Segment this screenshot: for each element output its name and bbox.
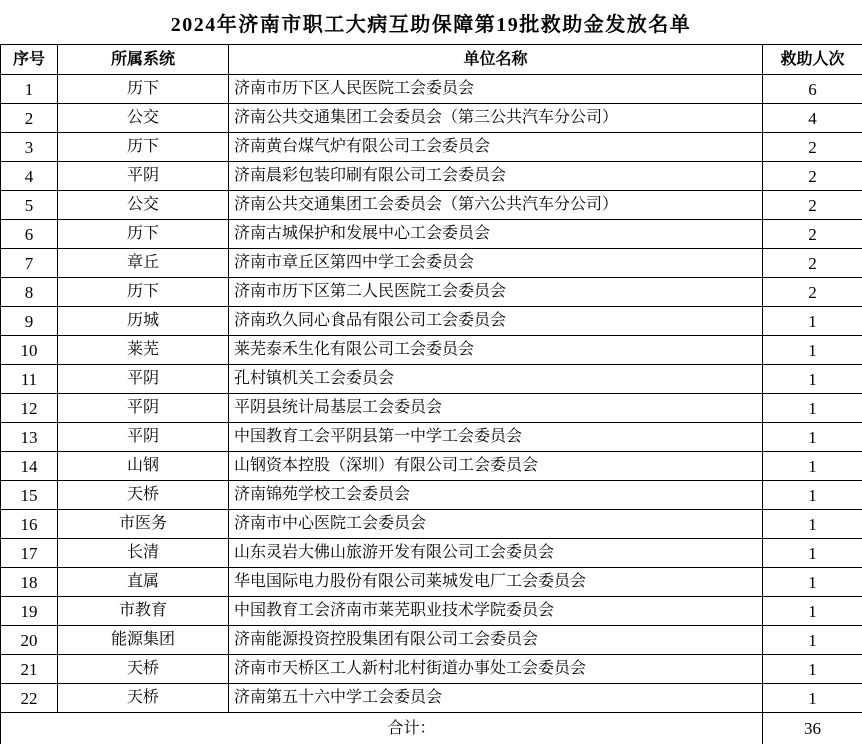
affiliated-system-cell: 历下 <box>58 278 229 307</box>
table-row <box>1 597 862 626</box>
header-unit-name: 单位名称 <box>229 45 763 75</box>
table-row <box>1 365 862 394</box>
serial-number-cell: 4 <box>1 162 58 191</box>
table-row <box>1 510 862 539</box>
serial-number-cell: 3 <box>1 133 58 162</box>
relief-fund-table <box>0 44 862 744</box>
table-row <box>1 220 862 249</box>
serial-number-cell: 13 <box>1 423 58 452</box>
affiliated-system-cell: 历城 <box>58 307 229 336</box>
serial-number-cell: 12 <box>1 394 58 423</box>
unit-name-cell: 孔村镇机关工会委员会 <box>229 365 763 394</box>
affiliated-system-cell: 平阴 <box>58 365 229 394</box>
affiliated-system-cell: 山钢 <box>58 452 229 481</box>
affiliated-system-cell: 历下 <box>58 133 229 162</box>
affiliated-system-cell: 平阴 <box>58 394 229 423</box>
affiliated-system-cell: 长清 <box>58 539 229 568</box>
serial-number-cell: 6 <box>1 220 58 249</box>
aid-count-cell: 1 <box>763 394 862 423</box>
table-row <box>1 249 862 278</box>
aid-count-cell: 2 <box>763 133 862 162</box>
aid-count-cell: 1 <box>763 336 862 365</box>
serial-number-cell: 21 <box>1 655 58 684</box>
serial-number-cell: 9 <box>1 307 58 336</box>
unit-name-cell: 济南古城保护和发展中心工会委员会 <box>229 220 763 249</box>
unit-name-cell: 济南晨彩包装印刷有限公司工会委员会 <box>229 162 763 191</box>
aid-count-cell: 2 <box>763 162 862 191</box>
aid-count-cell: 1 <box>763 423 862 452</box>
serial-number-cell: 14 <box>1 452 58 481</box>
unit-name-cell: 济南第五十六中学工会委员会 <box>229 684 763 713</box>
header-aid-count: 救助人次 <box>763 45 862 75</box>
table-row <box>1 655 862 684</box>
serial-number-cell: 18 <box>1 568 58 597</box>
serial-number-cell: 22 <box>1 684 58 713</box>
unit-name-cell: 莱芜泰禾生化有限公司工会委员会 <box>229 336 763 365</box>
aid-count-cell: 1 <box>763 307 862 336</box>
affiliated-system-cell: 天桥 <box>58 655 229 684</box>
affiliated-system-cell: 历下 <box>58 220 229 249</box>
serial-number-cell: 20 <box>1 626 58 655</box>
header-affiliated-system: 所属系统 <box>58 45 229 75</box>
unit-name-cell: 济南市章丘区第四中学工会委员会 <box>229 249 763 278</box>
unit-name-cell: 济南市历下区人民医院工会委员会 <box>229 75 763 104</box>
unit-name-cell: 济南公共交通集团工会委员会（第三公共汽车分公司） <box>229 104 763 133</box>
table-row <box>1 104 862 133</box>
table-body <box>1 75 862 713</box>
unit-name-cell: 平阴县统计局基层工会委员会 <box>229 394 763 423</box>
table-row <box>1 394 862 423</box>
serial-number-cell: 15 <box>1 481 58 510</box>
table-row <box>1 452 862 481</box>
aid-count-cell: 4 <box>763 104 862 133</box>
affiliated-system-cell: 公交 <box>58 104 229 133</box>
aid-count-cell: 1 <box>763 510 862 539</box>
aid-count-cell: 1 <box>763 365 862 394</box>
table-row <box>1 75 862 104</box>
serial-number-cell: 1 <box>1 75 58 104</box>
header-row <box>1 45 862 75</box>
table-row <box>1 481 862 510</box>
table-row <box>1 307 862 336</box>
table-row <box>1 162 862 191</box>
table-row <box>1 278 862 307</box>
affiliated-system-cell: 公交 <box>58 191 229 220</box>
unit-name-cell: 济南能源投资控股集团有限公司工会委员会 <box>229 626 763 655</box>
affiliated-system-cell: 能源集团 <box>58 626 229 655</box>
serial-number-cell: 17 <box>1 539 58 568</box>
table-row <box>1 539 862 568</box>
total-label: 合计： <box>1 713 763 744</box>
unit-name-cell: 济南市历下区第二人民医院工会委员会 <box>229 278 763 307</box>
affiliated-system-cell: 直属 <box>58 568 229 597</box>
table-row <box>1 626 862 655</box>
affiliated-system-cell: 市教育 <box>58 597 229 626</box>
affiliated-system-cell: 天桥 <box>58 684 229 713</box>
aid-count-cell: 1 <box>763 597 862 626</box>
affiliated-system-cell: 天桥 <box>58 481 229 510</box>
serial-number-cell: 10 <box>1 336 58 365</box>
table-row <box>1 423 862 452</box>
total-value: 36 <box>763 713 862 744</box>
total-row <box>1 713 862 744</box>
serial-number-cell: 19 <box>1 597 58 626</box>
serial-number-cell: 11 <box>1 365 58 394</box>
aid-count-cell: 1 <box>763 626 862 655</box>
unit-name-cell: 济南市天桥区工人新村北村街道办事处工会委员会 <box>229 655 763 684</box>
unit-name-cell: 济南锦苑学校工会委员会 <box>229 481 763 510</box>
affiliated-system-cell: 平阴 <box>58 423 229 452</box>
affiliated-system-cell: 莱芜 <box>58 336 229 365</box>
aid-count-cell: 1 <box>763 452 862 481</box>
affiliated-system-cell: 历下 <box>58 75 229 104</box>
aid-count-cell: 2 <box>763 220 862 249</box>
unit-name-cell: 中国教育工会平阴县第一中学工会委员会 <box>229 423 763 452</box>
unit-name-cell: 济南公共交通集团工会委员会（第六公共汽车分公司） <box>229 191 763 220</box>
aid-count-cell: 2 <box>763 191 862 220</box>
unit-name-cell: 山钢资本控股（深圳）有限公司工会委员会 <box>229 452 763 481</box>
unit-name-cell: 山东灵岩大佛山旅游开发有限公司工会委员会 <box>229 539 763 568</box>
table-row <box>1 336 862 365</box>
table-row <box>1 191 862 220</box>
page-title: 2024年济南市职工大病互助保障第19批救助金发放名单 <box>170 13 692 36</box>
affiliated-system-cell: 章丘 <box>58 249 229 278</box>
header-serial-number: 序号 <box>1 45 58 75</box>
unit-name-cell: 华电国际电力股份有限公司莱城发电厂工会委员会 <box>229 568 763 597</box>
table-row <box>1 684 862 713</box>
aid-count-cell: 6 <box>763 75 862 104</box>
unit-name-cell: 济南玖久同心食品有限公司工会委员会 <box>229 307 763 336</box>
serial-number-cell: 7 <box>1 249 58 278</box>
aid-count-cell: 2 <box>763 278 862 307</box>
aid-count-cell: 1 <box>763 481 862 510</box>
serial-number-cell: 2 <box>1 104 58 133</box>
affiliated-system-cell: 市医务 <box>58 510 229 539</box>
aid-count-cell: 2 <box>763 249 862 278</box>
unit-name-cell: 中国教育工会济南市莱芜职业技术学院委员会 <box>229 597 763 626</box>
unit-name-cell: 济南市中心医院工会委员会 <box>229 510 763 539</box>
serial-number-cell: 16 <box>1 510 58 539</box>
table-row <box>1 568 862 597</box>
table-row <box>1 133 862 162</box>
aid-count-cell: 1 <box>763 568 862 597</box>
aid-count-cell: 1 <box>763 684 862 713</box>
unit-name-cell: 济南黄台煤气炉有限公司工会委员会 <box>229 133 763 162</box>
aid-count-cell: 1 <box>763 539 862 568</box>
serial-number-cell: 8 <box>1 278 58 307</box>
affiliated-system-cell: 平阴 <box>58 162 229 191</box>
serial-number-cell: 5 <box>1 191 58 220</box>
aid-count-cell: 1 <box>763 655 862 684</box>
